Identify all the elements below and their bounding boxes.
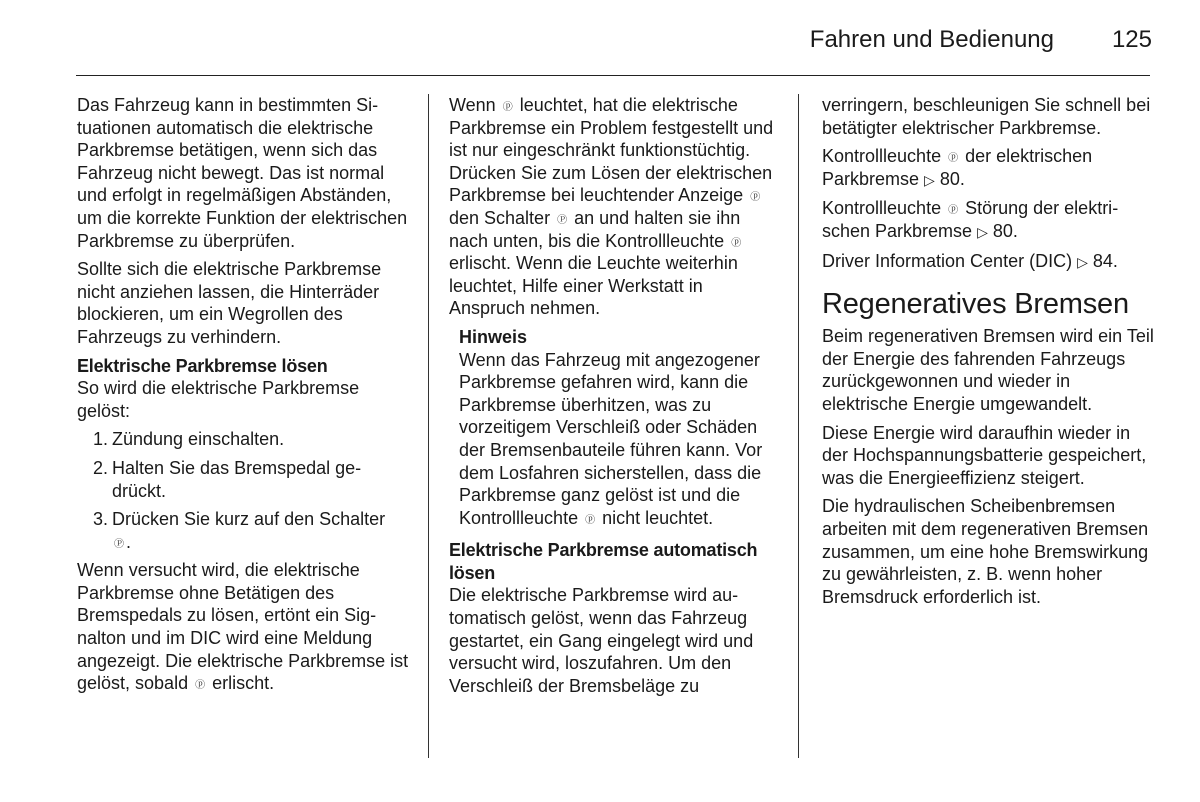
parking-brake-switch-icon: Ⓟ bbox=[114, 538, 124, 550]
brake-warning-icon: ⓟ bbox=[585, 514, 596, 526]
brake-warning-icon: ⓟ bbox=[195, 680, 206, 692]
column-divider bbox=[428, 94, 429, 758]
paragraph: Beim regenerativen Bremsen wird ein Teil der Energie des fahrenden Fahrzeugs zurückgewonnen und wieder in elektrische Energie umgewandelt. bbox=[822, 326, 1154, 414]
brake-warning-icon: ⓟ bbox=[750, 192, 761, 204]
text-run: Wenn bbox=[449, 95, 496, 115]
brake-warning-icon: ⓟ bbox=[948, 153, 959, 165]
text-run: Störung der elektrischen Parkbremse bbox=[822, 198, 1119, 241]
text-run: nicht leuchtet. bbox=[602, 507, 714, 528]
text-run: leuchtet, hat die elektrische Parkbremse ein Problem festgestellt und ist nur eingeschränkt funktionstüchtig. Drücken Sie zum Lösen der elektrischen Parkbremse bei leuchtender Anzeige bbox=[449, 95, 774, 206]
cross-reference bbox=[822, 197, 1154, 243]
list-item bbox=[77, 457, 409, 502]
text-run: erlischt. Wenn die Leuchte weiterhin leuchtet, Hilfe einer Werkstatt in Anspruch nehmen. bbox=[449, 253, 738, 319]
steps-list bbox=[77, 428, 409, 553]
list-item bbox=[77, 508, 409, 553]
step-text: Halten Sie das Bremspedal gedrückt. bbox=[112, 457, 362, 501]
text-run: Driver Information Center (DIC) bbox=[822, 250, 1073, 271]
page-number: 125 bbox=[1111, 26, 1152, 53]
list-item bbox=[77, 428, 409, 451]
text-run: der elektrischen Parkbremse bbox=[822, 146, 1093, 189]
page-ref-number: 80. bbox=[992, 220, 1018, 241]
paragraph bbox=[449, 94, 781, 320]
page-ref-number: 84. bbox=[1092, 250, 1118, 271]
section-heading: Regeneratives Bremsen bbox=[822, 288, 1129, 321]
step-text: Drücken Sie kurz auf den Schalter bbox=[112, 509, 386, 530]
text-run: an und halten sie ihn nach unten, bis die Kontrollleuchte bbox=[449, 207, 741, 251]
note-box bbox=[459, 326, 781, 529]
paragraph: Die elektrische Parkbremse wird automatisch gelöst, wenn das Fahrzeug gestartet, ein Gang eingelegt wird und versucht wird, loszufahren. Um den Verschleiß der Bremsbeläge zu bbox=[449, 585, 754, 696]
cross-reference bbox=[822, 145, 1154, 191]
page-ref-number: 80. bbox=[939, 168, 965, 189]
text-run: Kontrollleuchte bbox=[822, 146, 942, 167]
subheading: Elektrische Parkbremse lösen bbox=[77, 355, 328, 376]
step-number: 2. bbox=[92, 457, 108, 478]
step-text-wrap bbox=[108, 508, 385, 553]
column-1 bbox=[77, 94, 409, 701]
brake-warning-icon: ⓟ bbox=[731, 237, 742, 249]
paragraph: So wird die elektrische Parkbremse gelöst: bbox=[77, 378, 360, 421]
step-number: 1. bbox=[92, 429, 108, 450]
note-text bbox=[459, 349, 781, 530]
column-2 bbox=[449, 94, 781, 703]
page-reference-icon: ▷ bbox=[977, 223, 988, 240]
header-divider bbox=[76, 75, 1150, 76]
text-run: Wenn das Fahrzeug mit angezogener Parkbremse gefahren wird, kann die Parkbremse überhitzen, was zu vorzeitigem Verschleiß oder Schäden der Bremsenbauteile führen kann. Vor dem Losfahren sicherstellen, dass die Parkbremse ganz gelöst ist und die Kontrollleuchte bbox=[459, 349, 763, 528]
brake-warning-icon: ⓟ bbox=[502, 102, 513, 113]
step-text-tail: . bbox=[126, 531, 132, 552]
paragraph: Die hydraulischen Scheibenbremsen arbeiten mit dem regenerativen Bremsen zusammen, um eine hohe Bremswirkung zu gewährleisten, z. B. wenn hoher Bremsdruck erforderlich ist. bbox=[822, 496, 1149, 607]
text-run: erlischt. bbox=[212, 673, 275, 694]
text-run: den Schalter bbox=[449, 207, 551, 228]
cross-reference bbox=[822, 250, 1154, 274]
page-reference-icon: ▷ bbox=[1077, 253, 1088, 270]
paragraph: Sollte sich die elektrische Parkbremse nicht anziehen lassen, die Hinterräder blockieren, um ein Wegrollen des Fahrzeugs zu verhindern. bbox=[77, 259, 382, 347]
running-header: Fahren und Bedienung bbox=[809, 26, 1054, 53]
parking-brake-switch-icon: Ⓟ bbox=[557, 214, 568, 226]
subheading: Elektrische Parkbremse automatisch lösen bbox=[449, 540, 758, 583]
paragraph: verringern, beschleunigen Sie schnell bei betätigter elektrischer Parkbremse. bbox=[822, 95, 1151, 138]
paragraph: Diese Energie wird daraufhin wieder in der Hochspannungsbatterie gespeichert, was die Energieeffizienz steigert. bbox=[822, 422, 1147, 488]
text-run: Kontrollleuchte bbox=[822, 198, 942, 219]
step-number: 3. bbox=[92, 509, 108, 530]
step-text: Zündung einschalten. bbox=[112, 429, 285, 450]
page-reference-icon: ▷ bbox=[924, 171, 935, 188]
brake-warning-icon: ⓟ bbox=[948, 205, 959, 217]
column-divider bbox=[798, 94, 799, 758]
text-run: Wenn versucht wird, die elektrische Parkbremse ohne Betätigen des Bremspedals zu lösen, ertönt ein Signalton und im DIC wird eine Meldung angezeigt. Die elektrische Parkbremse ist gelöst, sobald bbox=[77, 560, 409, 694]
note-title: Hinweis bbox=[459, 326, 528, 347]
paragraph bbox=[77, 559, 409, 695]
column-3 bbox=[822, 94, 1154, 614]
paragraph: Das Fahrzeug kann in bestimmten Situationen automatisch die elektrische Parkbremse betätigen, wenn sich das Fahrzeug nicht bewegt. Das ist normal und erfolgt in regelmäßigen Abständen, um die korrekte Funktion der elektrischen Parkbremse zu überprüfen. bbox=[77, 95, 408, 251]
